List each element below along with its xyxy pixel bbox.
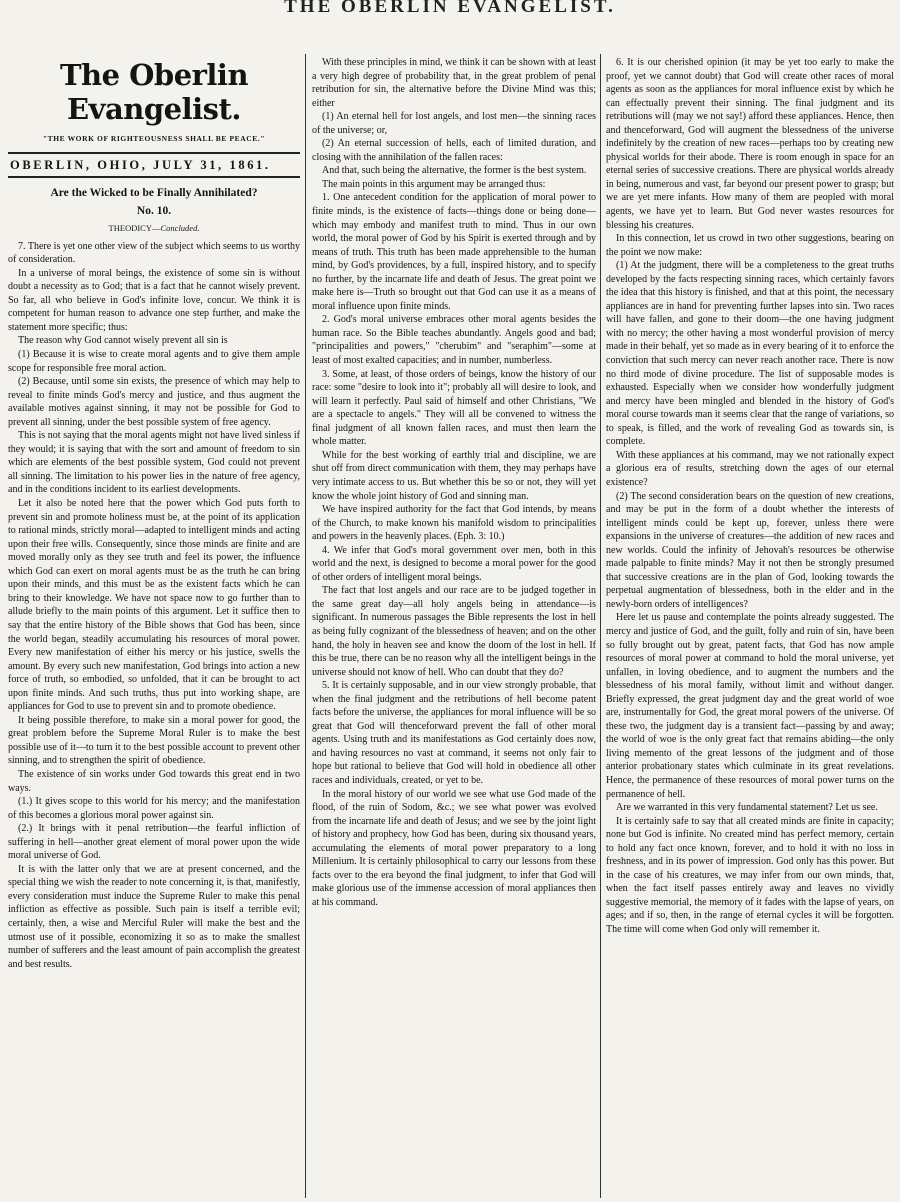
paragraph: (1.) It gives scope to this world for his mercy; and the manifestation of this becomes a glorious moral power against sin. bbox=[8, 796, 300, 821]
column-2 bbox=[312, 56, 596, 1196]
paragraph: The fact that lost angels and our race are to be judged together in the same great day—all holy angels being in attendance—is significant. In numerous passages the Bible represents the lost in hell as being fully cognizant of the blessedness of heaven; and on the other hand, the holy in heaven see and know the doom of the lost in hell. If this be true, there can be no reason why all the intelligent beings in the universe should not know of hell. Who can doubt that they do? bbox=[312, 585, 596, 678]
paragraph: (2) Because, until some sin exists, the presence of which may help to reveal to finite minds God's mercy and justice, and thus augment the available motives against sinning, it may not be possible for God to prevent all sinning, under the best possible system of free agency. bbox=[8, 376, 300, 428]
paragraph: The existence of sin works under God towards this great end in two ways. bbox=[8, 768, 300, 794]
paragraph: The reason why God cannot wisely prevent all sin is bbox=[18, 335, 228, 347]
paragraph: While for the best working of earthly trial and discipline, we are shut off from direct communication with them, they may perhaps have very intimate access to us. But whether this be so or not, they will yet know the whole joint history of God and sinning man. bbox=[312, 449, 596, 502]
paragraph: (1) At the judgment, there will be a completeness to the great truths developed by the facts respecting sinning races, which certainly favors the idea that this history is finished, and that at this point, the necessary appliances are in hand for preventing further lapses into sin. Two races will have fallen, and gone to their doom—the one having judgment with no mercy; the other having a most wonderful provision of mercy made in their behalf, yet so made as in every bearing of it to enforce the conviction that such mercy can never reach another race. There is now no third mode of divine procedure. The list of supposable modes is exhausted. Especially when we consider how wonderfully judgment and mercy have been mingled and blended in the history of God's moral course towards man it seems clear that the range of variations, so to speak, is filled, and the work of revealing God as towards sin, is complete. bbox=[606, 260, 894, 448]
paragraph: This is not saying that the moral agents might not have lived sinless if they would; it is saying that with the sort and amount of freedom to sin which are elements of the best possible system, God could not prevent all sinning. The limitation to his power lies in the nature of free agency, and in the conditions incident to its earliest developments. bbox=[8, 430, 300, 496]
paragraph: We have inspired authority for the fact that God intends, by means of the Church, to make known his manifold wisdom to principalities and powers in the heavenly places. (Eph. 3: 10.) bbox=[312, 504, 596, 543]
column-rule bbox=[600, 54, 601, 1198]
paragraph: 6. It is our cherished opinion (it may be yet too early to make the proof, yet we cannot doubt) that God will create other races of moral agents as soon as the appliances for moral influence exist by which he can effectually prevent their sinning. The final judgment and its retributions will (may we not say!) afford these appliances. Hence, then and thenceforward, God will augment the blessedness of the universe indefinitely by the creation of new races—perhaps too by creating new physical worlds for their abode. There is room enough in space for an eternal series of successive creations. There are physical worlds already in being, numerous and vast, far beyond our present power to grasp; but we are yet mere infants. How many of them are peopled with moral agents, we have yet to learn. But God never wastes resources for blessing his creatures. bbox=[606, 57, 894, 231]
paragraph: (1) Because it is wise to create moral agents and to give them ample scope for responsible free moral action. bbox=[8, 349, 300, 374]
paragraph: The main points in this argument may be arranged thus: bbox=[322, 178, 546, 190]
dateline: OBERLIN, OHIO, JULY 31, 1861. bbox=[8, 152, 300, 179]
paragraph: It is certainly safe to say that all created minds are finite in capacity; none but God is infinite. No created mind has perfect memory, certain to hold any fact once known, forever, and to hold it with no loss in freshness, and in its power of impression. God only has this power. But in the case of his creatures, we may infer from our own minds, that, when the fact itself passes entirely away and leaves no vividly suggestive memorial, the memory of it fades with the lapse of years, on ages; and if so, then, in the range of eternal cycles it will be forgotten. The time will come when God only will remember it. bbox=[606, 815, 894, 935]
column-body bbox=[312, 56, 596, 909]
article-title: Are the Wicked to be Finally Annihilated? bbox=[50, 187, 258, 200]
column-3 bbox=[606, 56, 894, 1196]
paragraph: 5. It is certainly supposable, and in our view strongly probable, that when the final judgment and the retributions of hell become patent facts before the universe, the appliances for moral influence will be so great that God will thenceforward prevent the fall of other moral agents. Using truth and its manifestations as God certainly does now, and having resources no vast at command, it seems not only fair to hope but rational to believe that God will hold in obedience all other races and individuals, created, or yet to be. bbox=[312, 680, 596, 786]
paragraph: Are we warranted in this very fundamental statement? Let us see. bbox=[616, 802, 878, 814]
column-body bbox=[606, 56, 894, 937]
running-head: THE OBERLIN EVANGELIST. bbox=[284, 0, 616, 17]
paragraph: (2.) It brings with it penal retribution—the fearful infliction of suffering in hell—another great element of moral power upon the wide moral universe of God. bbox=[8, 823, 300, 862]
paragraph: 7. There is yet one other view of the subject which seems to us worthy of consideration. bbox=[8, 240, 300, 266]
masthead-title: The Oberlin Evangelist. bbox=[59, 58, 249, 126]
paragraph: (2) An eternal succession of hells, each of limited duration, and closing with the annihilation of the fallen races: bbox=[312, 138, 596, 163]
paragraph: It being possible therefore, to make sin a moral power for good, the great problem before the Supreme Moral Ruler is to make the best possible use of it—to turn it to the best possible account to prevent other sinning, and to strengthen the spirit of obedience. bbox=[8, 714, 300, 767]
paragraph: 1. One antecedent condition for the application of moral power to finite minds, is the existence of facts—things done or being done—which may embody and manifest truth to mind. Thus in our own world, the moral power of God by his Spirit is exerted through and by means of truth. This truth has been made apprehensible to the human mind, by God's providences, by a full, inspired history, and to specify no further, by the incarnate life and death of Jesus. The great point we make here is—Truth so brought out that God can use it as a means of moral influence upon finite minds. bbox=[312, 192, 596, 312]
paragraph: With these appliances at his command, may we not rationally expect a glorious era of results, stretching down the ages of our eternal existence? bbox=[606, 449, 894, 488]
masthead-motto: "THE WORK OF RIGHTEOUSNESS SHALL BE PEACE." bbox=[42, 134, 266, 143]
paragraph: And that, such being the alternative, the former is the best system. bbox=[322, 165, 587, 177]
paragraph: It is with the latter only that we are at present concerned, and the special thing we wish the reader to note concerning it, is that, manifestly, every consideration must induce the Supreme Ruler to make this penal infliction as effective as possible. Such pain is itself a terrible evil; certainly, then, a wise and Merciful Ruler will make the best and the utmost use of it possible, economizing it so as to make the smallest number of sufferers and the least amount of pain accomplish the greatest and best results. bbox=[8, 863, 300, 970]
article-subhead: THEODICY—Concluded. bbox=[108, 223, 200, 234]
paragraph: In this connection, let us crowd in two other suggestions, bearing on the point we now make: bbox=[606, 233, 894, 258]
paragraph: Here let us pause and contemplate the points already suggested. The mercy and justice of God, and the guilt, folly and ruin of sin, have been so fully brought out by great, patent facts, that God has now ample resources of moral power at command to hold the moral universe, yet unfallen, in loving obedience, and to augment the numbers and the blessedness of his moral family, without limit and without danger. Briefly expressed, the great judgment day and the great world of woe are, instrumentally for God, the great moral powers of the universe. Of these two, the judgment day is a transient fact—passing by and away; the world of woe is the only great fact that remains abiding—the only living memento of the great lessons of the judgment and of those anterior probationary states which culminate in its great revelations. Hence, the permanence of these resources of moral power turns on the permanence of hell. bbox=[606, 612, 894, 800]
paragraph: (2) The second consideration bears on the question of new creations, and may be put in the form of a doubt whether the interests of intelligent minds could be kept up, forever, unless there were expansions in the universe of creatures—the addition of new races and new worlds. Could the infinity of Jehovah's resources be otherwise made palpable to finite minds? May it not then be strongly presumed that successive creations are in the plan of God, looking towards the perpetual augmentation of blessedness, both in the elder and in the newly-born orders of intelligences? bbox=[606, 490, 894, 610]
paragraph: 3. Some, at least, of those orders of beings, know the history of our race: some "desire to look into it"; probably all will desire to look, and will learn it perfectly. Paul said of himself and other Christians, "We are a spectacle to angels." They will all be convened to witness the final judgment of all known fallen races, and must then learn the whole matter. bbox=[312, 368, 596, 448]
paragraph: In a universe of moral beings, the existence of some sin is without doubt a necessity as to God; that is a fact that he cannot wisely prevent. So far, all who believe in God's infinite love, concur. We think it is competent for human reason to advance one step further, and make the statement more specific; thus: bbox=[8, 267, 300, 333]
column-body bbox=[8, 240, 300, 972]
paragraph: 2. God's moral universe embraces other moral agents besides the human race. So the Bible teaches abundantly. Angels good and bad; "principalities and powers," "cherubim" and "seraphim"—some at least of most exalted capacities; and in number, numberless. bbox=[312, 314, 596, 367]
article-number: No. 10. bbox=[136, 205, 172, 218]
column-1 bbox=[8, 56, 300, 1196]
paragraph: With these principles in mind, we think it can be shown with at least a very high degree of probability that, in the great problem of penal retribution for sin, the alternative before the Divine Mind was this; either bbox=[312, 57, 596, 109]
paragraph: 4. We infer that God's moral government over men, both in this world and the next, is designed to become a moral power for the good of other orders of intelligent moral beings. bbox=[312, 544, 596, 583]
column-rule bbox=[305, 54, 306, 1198]
paragraph: Let it also be noted here that the power which God puts forth to prevent sin and promote holiness must be, at the point of its application to rational minds, strictly moral—adapted to intelligent minds and acting upon their free wills. Consequently, since those minds are finite and are moved morally only as they see truth and feel its power, the influence which God can exert on moral agents must be as the truth he can bring upon their minds, and this must be as the existent facts which he can bring to their knowledge. We have not space now to go further than to allude briefly to the main points of this argument. Let it suffice then to say that the entire history of the Bible shows that God has been, since the world began, steadily accumulating his resources of moral power. Every new manifestation of either his mercy or his justice, swells the amount. By every such new manifestation, God brings into action a new force of truth, so embodied, so unfolded, that it can be brought to act upon finite minds. And such truths, thus put into working shape, are appliances for God to use to prevent sin and to promote obedience. bbox=[8, 498, 300, 713]
paragraph: (1) An eternal hell for lost angels, and lost men—the sinning races of the universe; or, bbox=[312, 111, 596, 136]
paragraph: In the moral history of our world we see what use God made of the flood, of the ruin of Sodom, &c.; we see what power was evolved from the incarnate life and death of Jesus; and we see by the joint light of history and prophecy, how God has been, during six thousand years, accumulating the elements of moral power preparatory to a long Millenium. It is certainly philosophical to carry our lessons from these facts over to the era beyond the final judgment, to infer that God will make glorious use of the immense accession of moral appliances then at his command. bbox=[312, 788, 596, 908]
